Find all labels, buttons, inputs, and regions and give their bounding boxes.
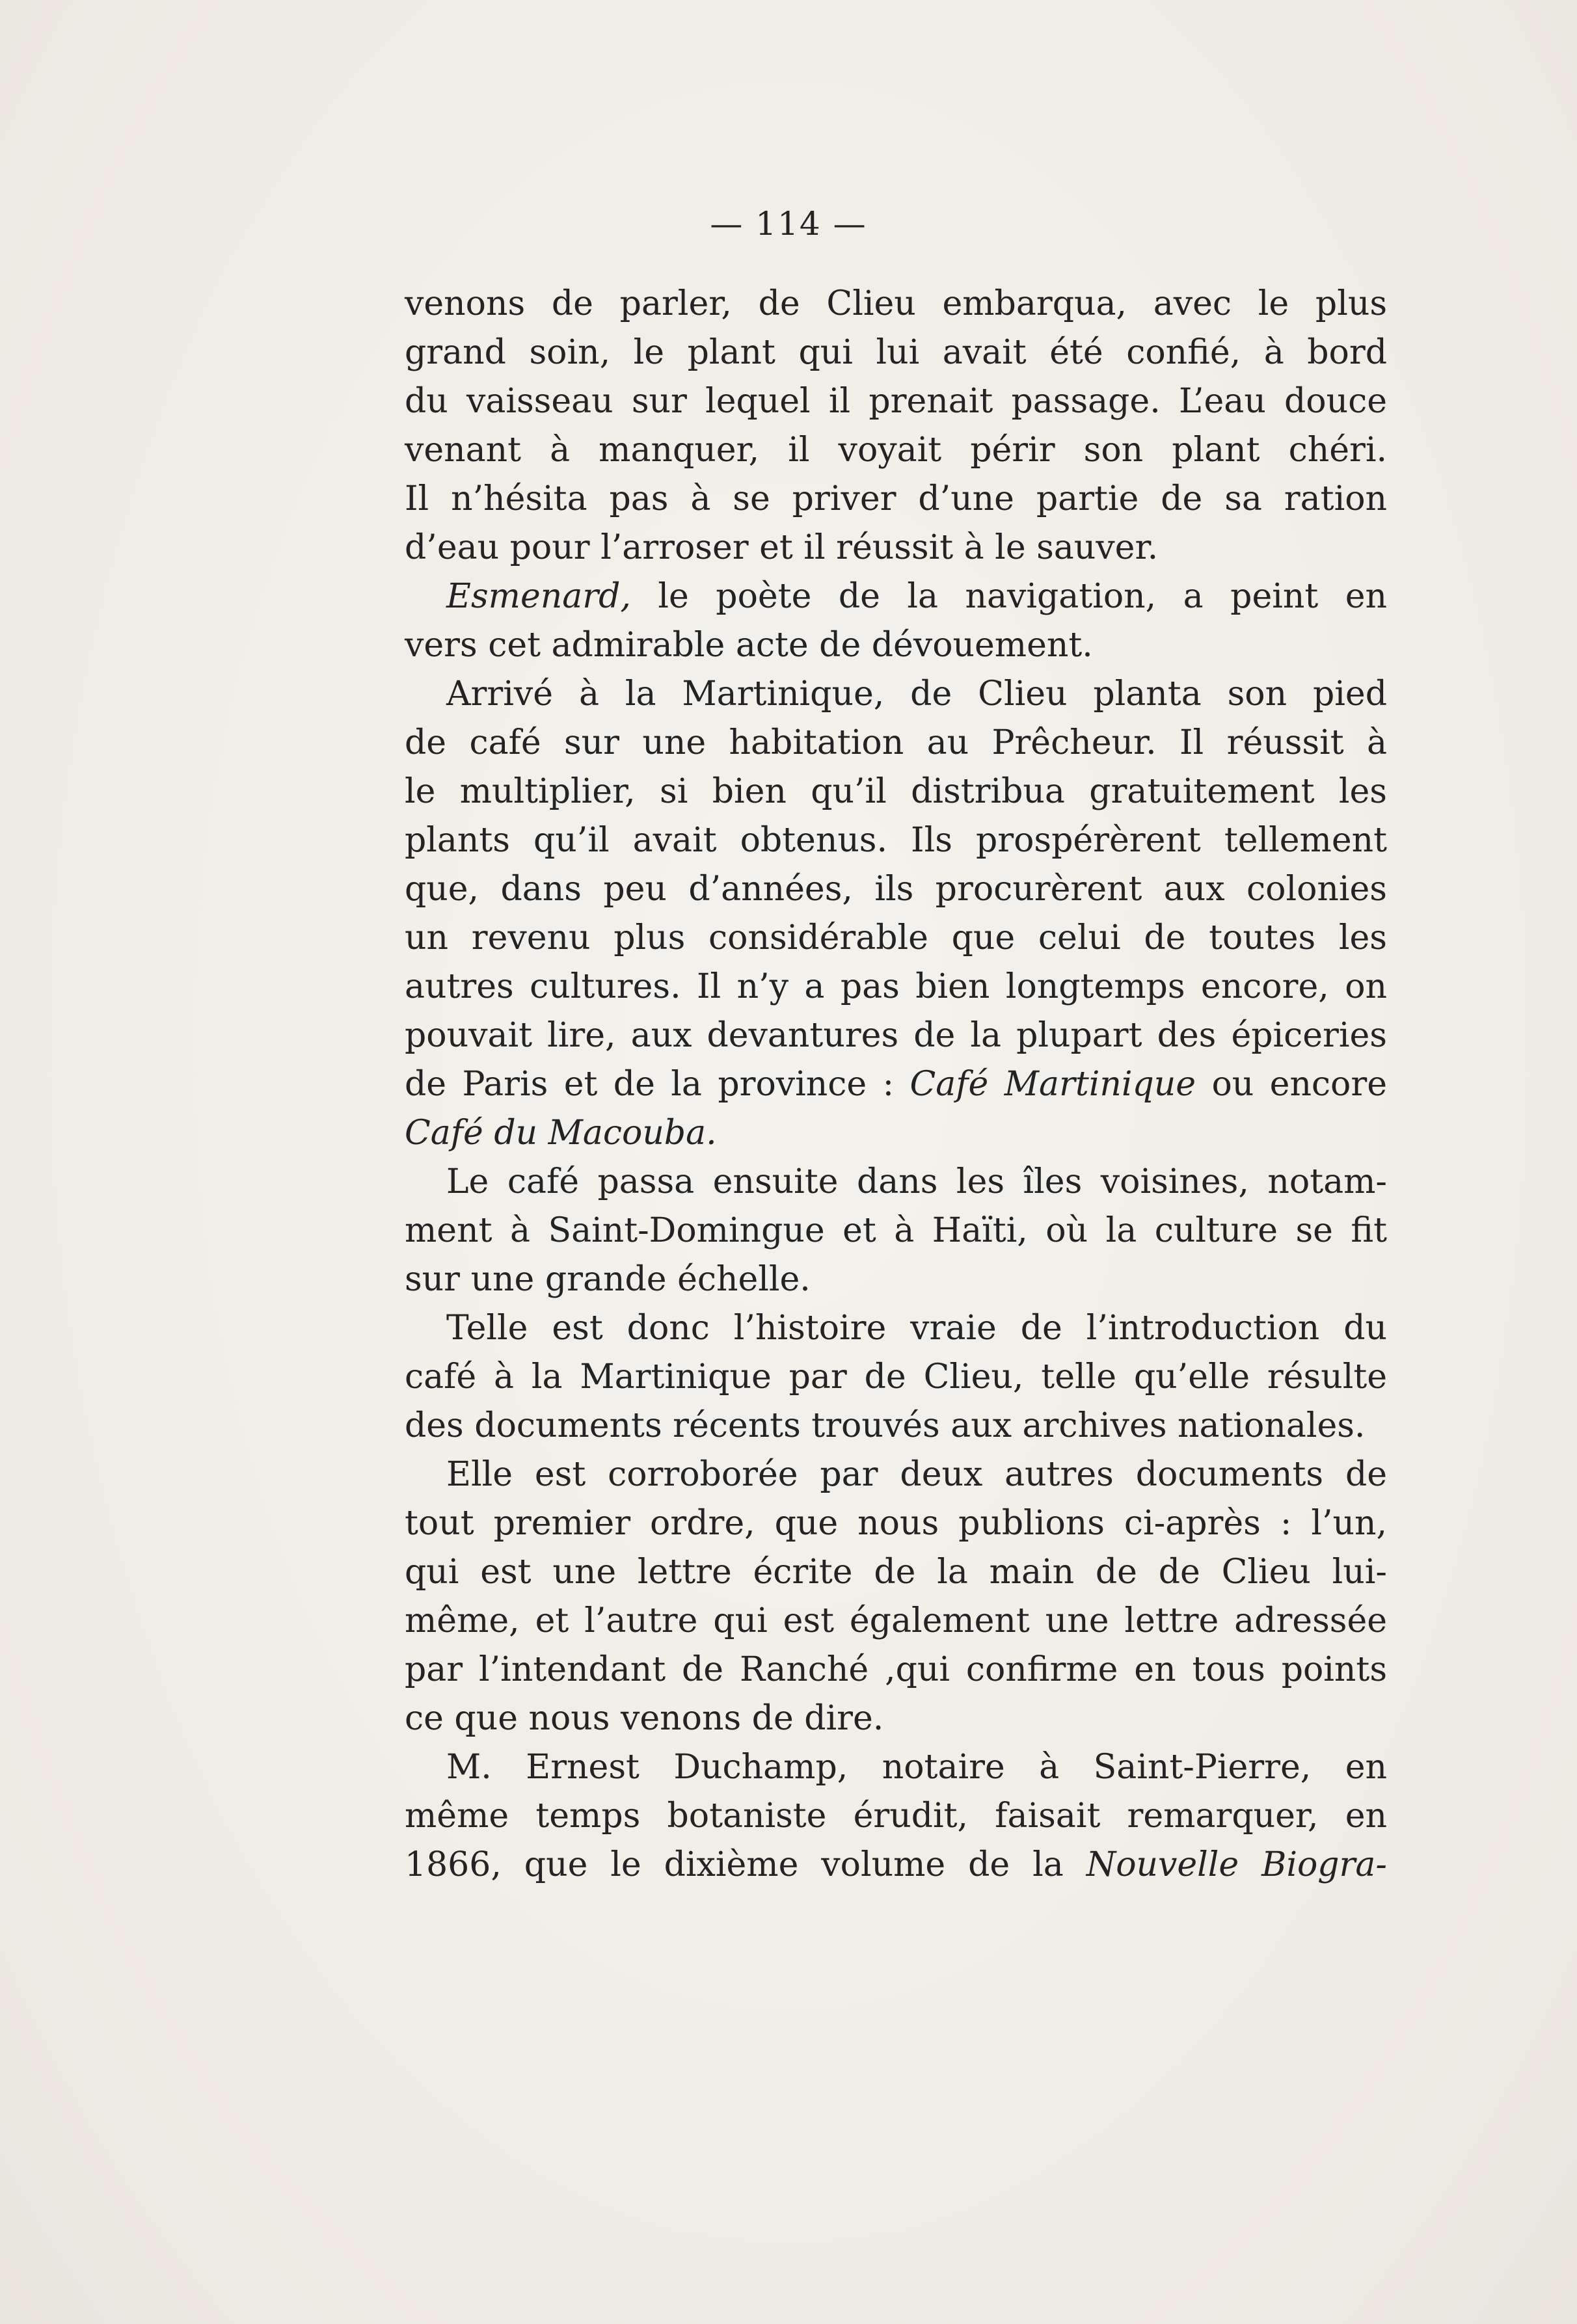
text-line: des documents récents trouvés aux archives nationales. xyxy=(405,1406,1366,1445)
text-line: pouvait lire, aux devantures de la plupart des épiceries xyxy=(405,1016,1387,1055)
text-line: Le café passa ensuite dans les îles voisines, notam- xyxy=(446,1162,1387,1201)
text-line: café à la Martinique par de Clieu, telle qu’elle résulte xyxy=(405,1357,1387,1396)
text-line: de café sur une habitation au Prêcheur. Il réussit à xyxy=(405,723,1387,762)
text-line: Café du Macouba. xyxy=(405,1114,717,1153)
text-line: vers cet admirable acte de dévouement. xyxy=(405,626,1093,665)
text-line: venons de parler, de Clieu embarqua, avec le plus xyxy=(405,284,1387,323)
text-line: même, et l’autre qui est également une lettre adressée xyxy=(405,1601,1387,1640)
text-line: un revenu plus considérable que celui de toutes les xyxy=(405,918,1387,957)
text-line: même temps botaniste érudit, faisait remarquer, en xyxy=(405,1796,1387,1836)
text-line: de Paris et de la province : Café Martinique ou encore xyxy=(405,1065,1387,1104)
text-line: Il n’hésita pas à se priver d’une partie de sa ration xyxy=(405,479,1387,518)
text-line: Elle est corroborée par deux autres documents de xyxy=(446,1455,1387,1494)
text-line: qui est une lettre écrite de la main de de Clieu lui- xyxy=(405,1553,1387,1592)
text-line: Telle est donc l’histoire vraie de l’introduction du xyxy=(446,1309,1387,1348)
text-line: tout premier ordre, que nous publions ci-après : l’un, xyxy=(405,1504,1387,1543)
text-line: par l’intendant de Ranché ,qui confirme en tous points xyxy=(405,1650,1387,1689)
text-line: ce que nous venons de dire. xyxy=(405,1699,884,1738)
text-line: M. Ernest Duchamp, notaire à Saint-Pierre, en xyxy=(446,1748,1387,1787)
text-line: le multiplier, si bien qu’il distribua gratuitement les xyxy=(405,772,1387,811)
text-line: Arrivé à la Martinique, de Clieu planta son pied xyxy=(446,674,1387,714)
text-line: 1866, que le dixième volume de la Nouvelle Biogra- xyxy=(405,1845,1387,1884)
text-line: sur une grande échelle. xyxy=(405,1260,811,1299)
text-line: plants qu’il avait obtenus. Ils prospérèrent tellement xyxy=(405,821,1387,860)
text-line: grand soin, le plant qui lui avait été confié, à bord xyxy=(405,333,1387,372)
text-line: d’eau pour l’arroser et il réussit à le sauver. xyxy=(405,528,1159,567)
text-line: que, dans peu d’années, ils procurèrent aux colonies xyxy=(405,870,1387,909)
text-line: ment à Saint-Domingue et à Haïti, où la culture se fit xyxy=(405,1211,1387,1250)
text-line: Esmenard, le poète de la navigation, a peint en xyxy=(446,577,1387,616)
body-text xyxy=(405,280,1387,1890)
text-line: autres cultures. Il n’y a pas bien longtemps encore, on xyxy=(405,967,1387,1006)
page-number: — 114 — xyxy=(710,205,867,243)
text-line: du vaisseau sur lequel il prenait passage. L’eau douce xyxy=(405,382,1387,421)
text-line: venant à manquer, il voyait périr son plant chéri. xyxy=(405,431,1387,470)
